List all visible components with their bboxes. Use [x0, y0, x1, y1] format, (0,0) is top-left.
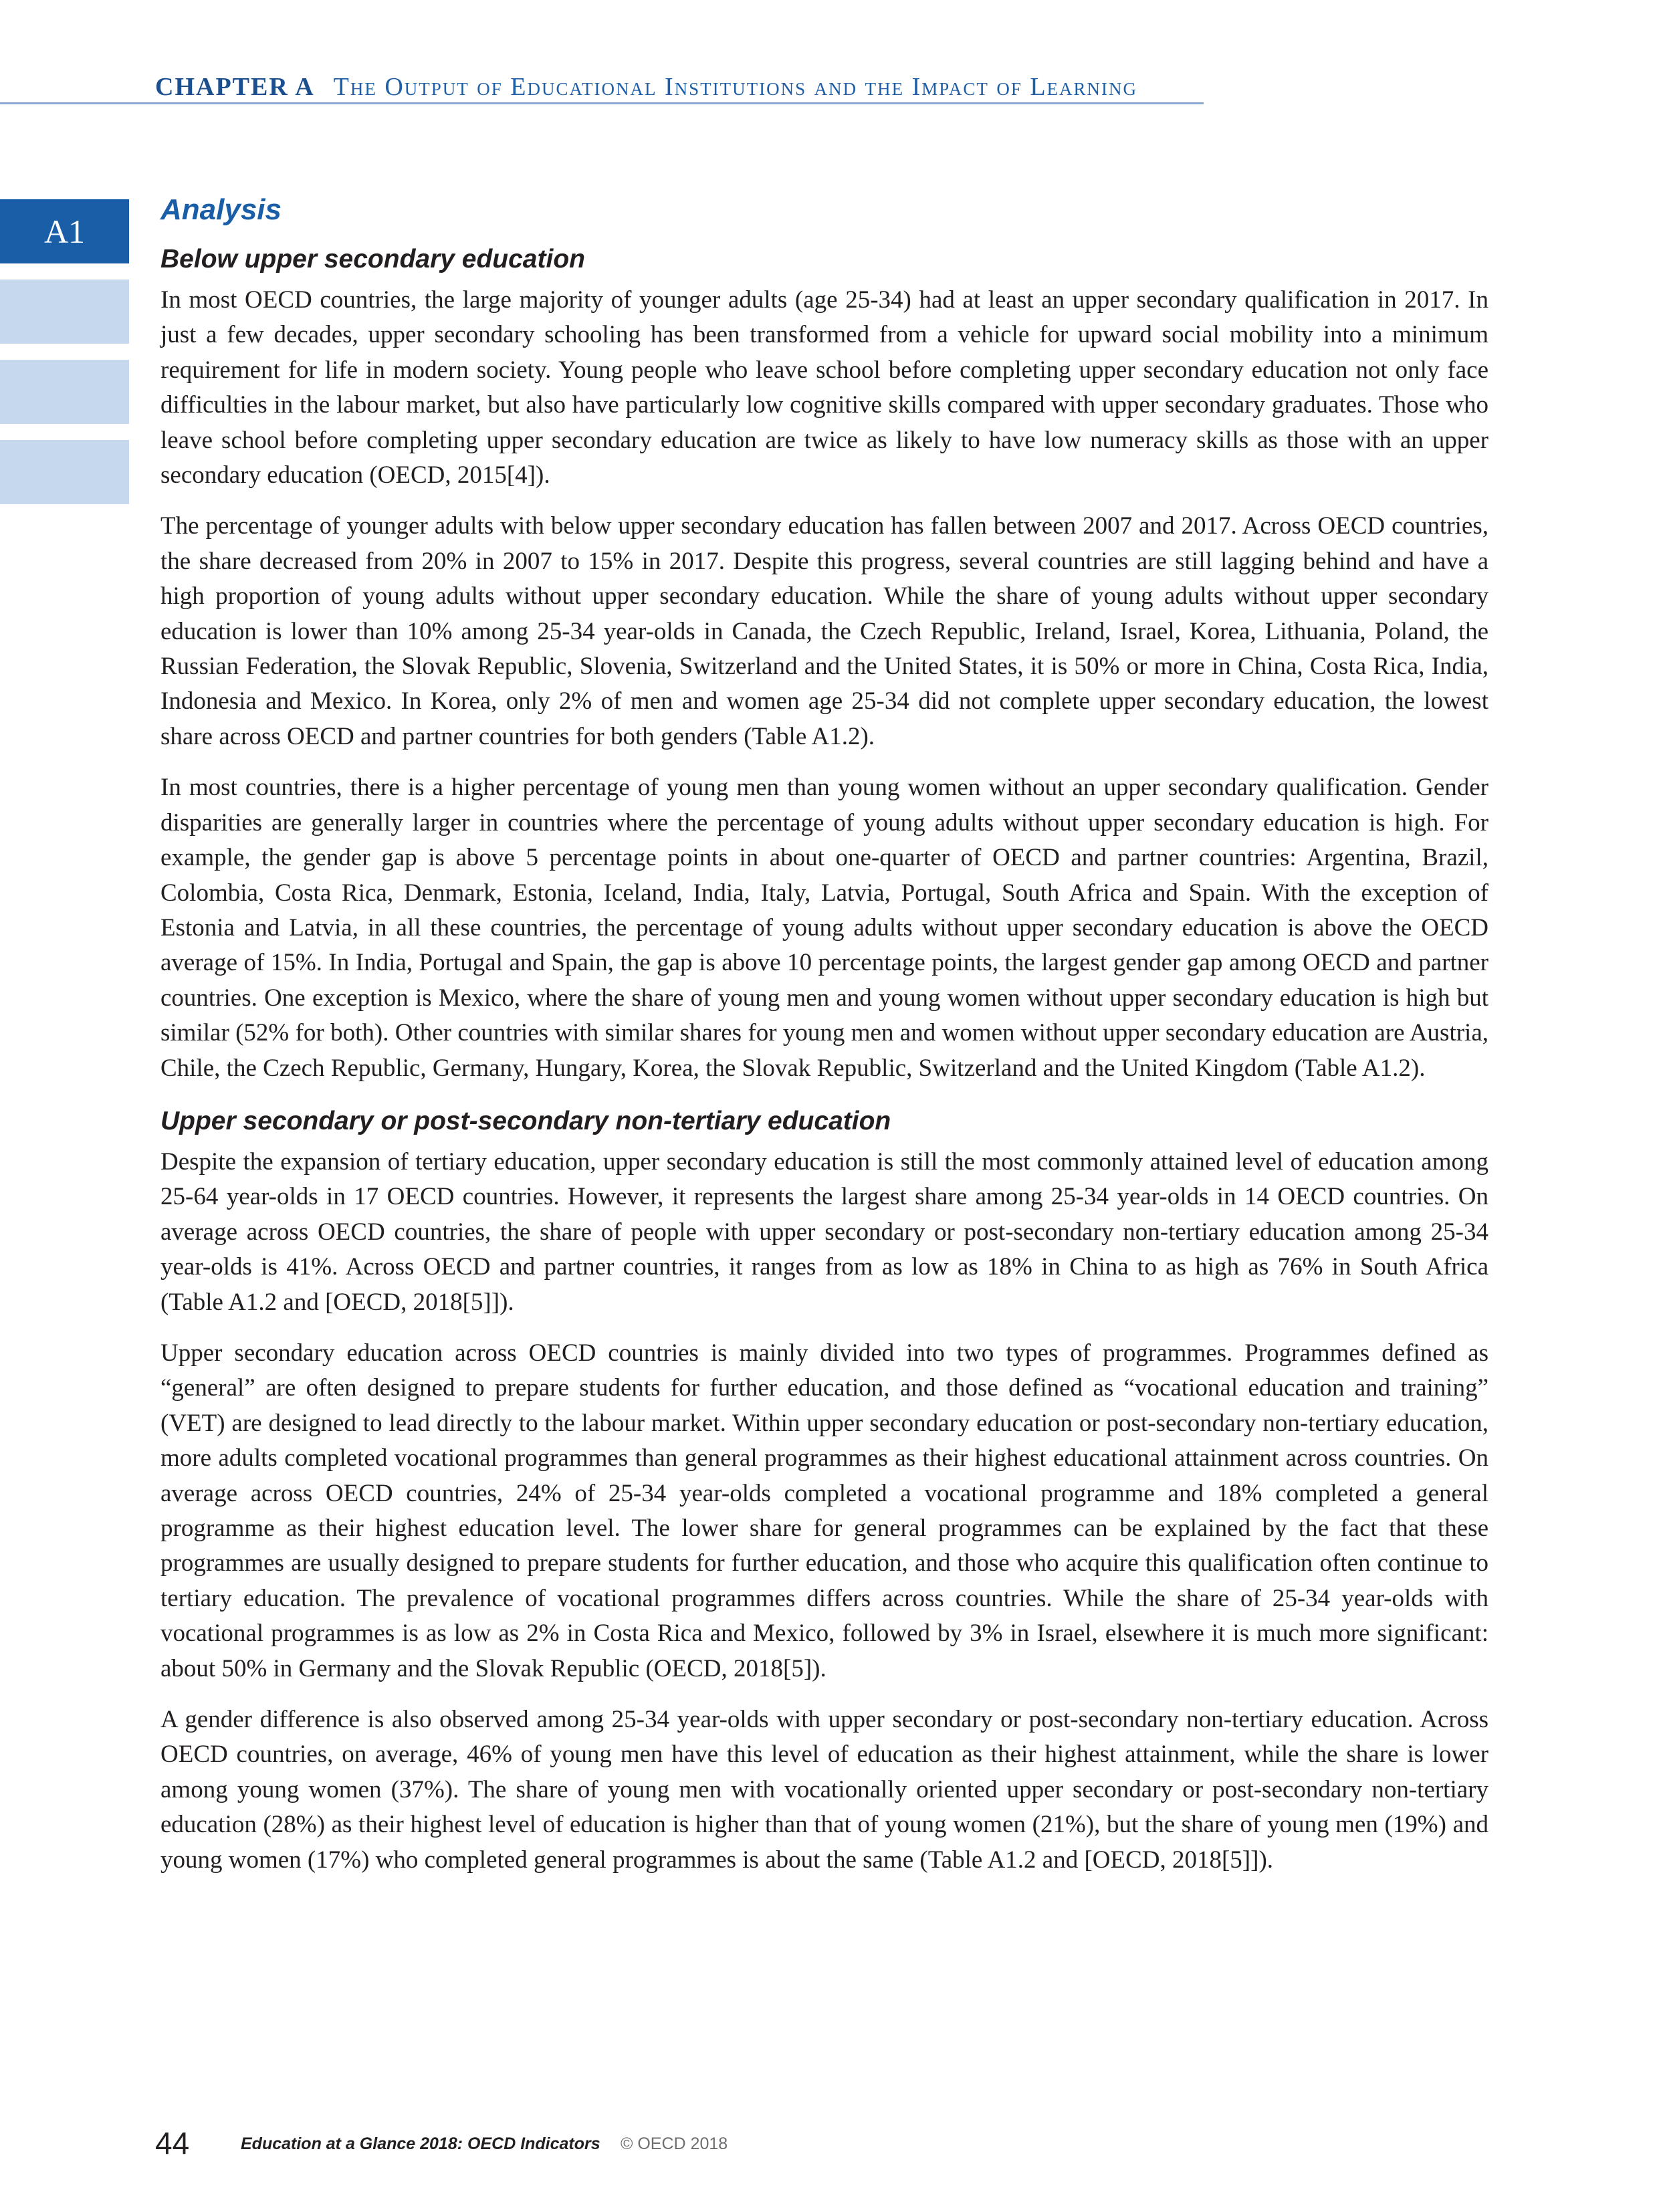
publication-title: Education at a Glance 2018: OECD Indicators	[241, 2134, 600, 2153]
chapter-label: CHAPTER A	[155, 73, 315, 101]
subsection-heading: Below upper secondary education	[160, 245, 585, 273]
copyright: © OECD 2018	[621, 2134, 728, 2153]
paragraph: The percentage of younger adults with below upper secondary education has fallen between 2007 and 2017. Across OECD countries, the share decreased from 20% in 2007 to 15% in 2017. Despite this progress, several countries are still lagging behind and have a high proportion of young adults without upper secondary education. While the share of young adults without upper secondary education is lower than 10% among 25-34 year-olds in Canada, the Czech Republic, Ireland, Israel, Korea, Lithuania, Poland, the Russian Federation, the Slovak Republic, Slovenia, Switzerland and the United States, it is 50% or more in China, Costa Rica, India, Indonesia and Mexico. In Korea, only 2% of men and women age 25-34 did not complete upper secondary education, the lowest share across OECD and partner countries for both genders (Table A1.2).	[160, 512, 1488, 750]
paragraph: Despite the expansion of tertiary education, upper secondary education is still the most commonly attained level of education among 25-64 year-olds in 17 OECD countries. However, it represents the largest share among 25-34 year-olds in 14 OECD countries. On average across OECD countries, the share of people with upper secondary or post-secondary non-tertiary education among 25-34 year-olds is 41%. Across OECD and partner countries, it ranges from as low as 18% in China to as high as 76% in South Africa (Table A1.2 and [OECD, 2018[5]]).	[160, 1147, 1488, 1316]
paragraph: In most OECD countries, the large majority of younger adults (age 25-34) had at least an upper secondary qualification in 2017. In just a few decades, upper secondary schooling has been transformed from a vehicle for upward social mobility into a minimum requirement for life in modern society. Young people who leave school before completing upper secondary education not only face difficulties in the labour market, but also have particularly low cognitive skills compared with upper secondary graduates. Those who leave school before completing upper secondary education are twice as likely to have low numeracy skills as those with an upper secondary education (OECD, 2015[4]).	[160, 286, 1488, 489]
header-rule	[0, 102, 1204, 104]
section-heading: Analysis	[160, 193, 282, 226]
chapter-title: The Output of Educational Institutions and the Impact of Learning	[333, 73, 1138, 101]
subsection-heading: Upper secondary or post-secondary non-tertiary education	[160, 1106, 891, 1135]
main-content	[160, 192, 1488, 1894]
paragraph: In most countries, there is a higher percentage of young men than young women without an upper secondary qualification. Gender disparities are generally larger in countries where the percentage of young adults without upper secondary education is high. For example, the gender gap is above 5 percentage points in about one-quarter of OECD and partner countries: Argentina, Brazil, Colombia, Costa Rica, Denmark, Estonia, Iceland, India, Italy, Latvia, Portugal, South Africa and Spain. With the exception of Estonia and Latvia, in all these countries, the percentage of young adults without upper secondary education is above the OECD average of 15%. In India, Portugal and Spain, the gap is above 10 percentage points, the largest gender gap among OECD and partner countries. One exception is Mexico, where the share of young men and young women without upper secondary education is high but similar (52% for both). Other countries with similar shares for young men and women without upper secondary education are Austria, Chile, the Czech Republic, Germany, Hungary, Korea, the Slovak Republic, Switzerland and the United Kingdom (Table A1.2).	[160, 774, 1488, 1082]
indicator-tab-blank	[0, 440, 129, 504]
indicator-tab-blank	[0, 280, 129, 344]
paragraph: A gender difference is also observed among 25-34 year-olds with upper secondary or post-secondary non-tertiary education. Across OECD countries, on average, 46% of young men have this level of education as their highest attainment, while the share is lower among young women (37%). The share of young men with vocationally oriented upper secondary or post-secondary non-tertiary education (28%) as their highest level of education is higher than that of young women (21%), but the share of young men (19%) and young women (17%) who completed general programmes is about the same (Table A1.2 and [OECD, 2018[5]]).	[160, 1706, 1488, 1874]
indicator-tab-blank	[0, 360, 129, 424]
page-number: 44	[155, 2126, 190, 2161]
paragraph: Upper secondary education across OECD countries is mainly divided into two types of programmes. Programmes defined as “general” are often designed to prepare students for further education, and those defined as “vocational education and training” (VET) are designed to lead directly to the labour market. Within upper secondary education or post-secondary non-tertiary education, more adults completed vocational programmes than general programmes as their highest educational attainment across countries. On average across OECD countries, 24% of 25-34 year-olds completed a vocational programme and 18% completed a general programme as their highest education level. The lower share for general programmes can be explained by the fact that these programmes are usually designed to prepare students for further education, and those who acquire this qualification often continue to tertiary education. The prevalence of vocational programmes differs across countries. While the share of 25-34 year-olds with vocational programmes is as low as 2% in Costa Rica and Mexico, followed by 3% in Israel, elsewhere it is much more significant: about 50% in Germany and the Slovak Republic (OECD, 2018[5]).	[160, 1339, 1488, 1682]
indicator-tab: A1	[0, 199, 129, 263]
running-header	[155, 72, 1137, 102]
